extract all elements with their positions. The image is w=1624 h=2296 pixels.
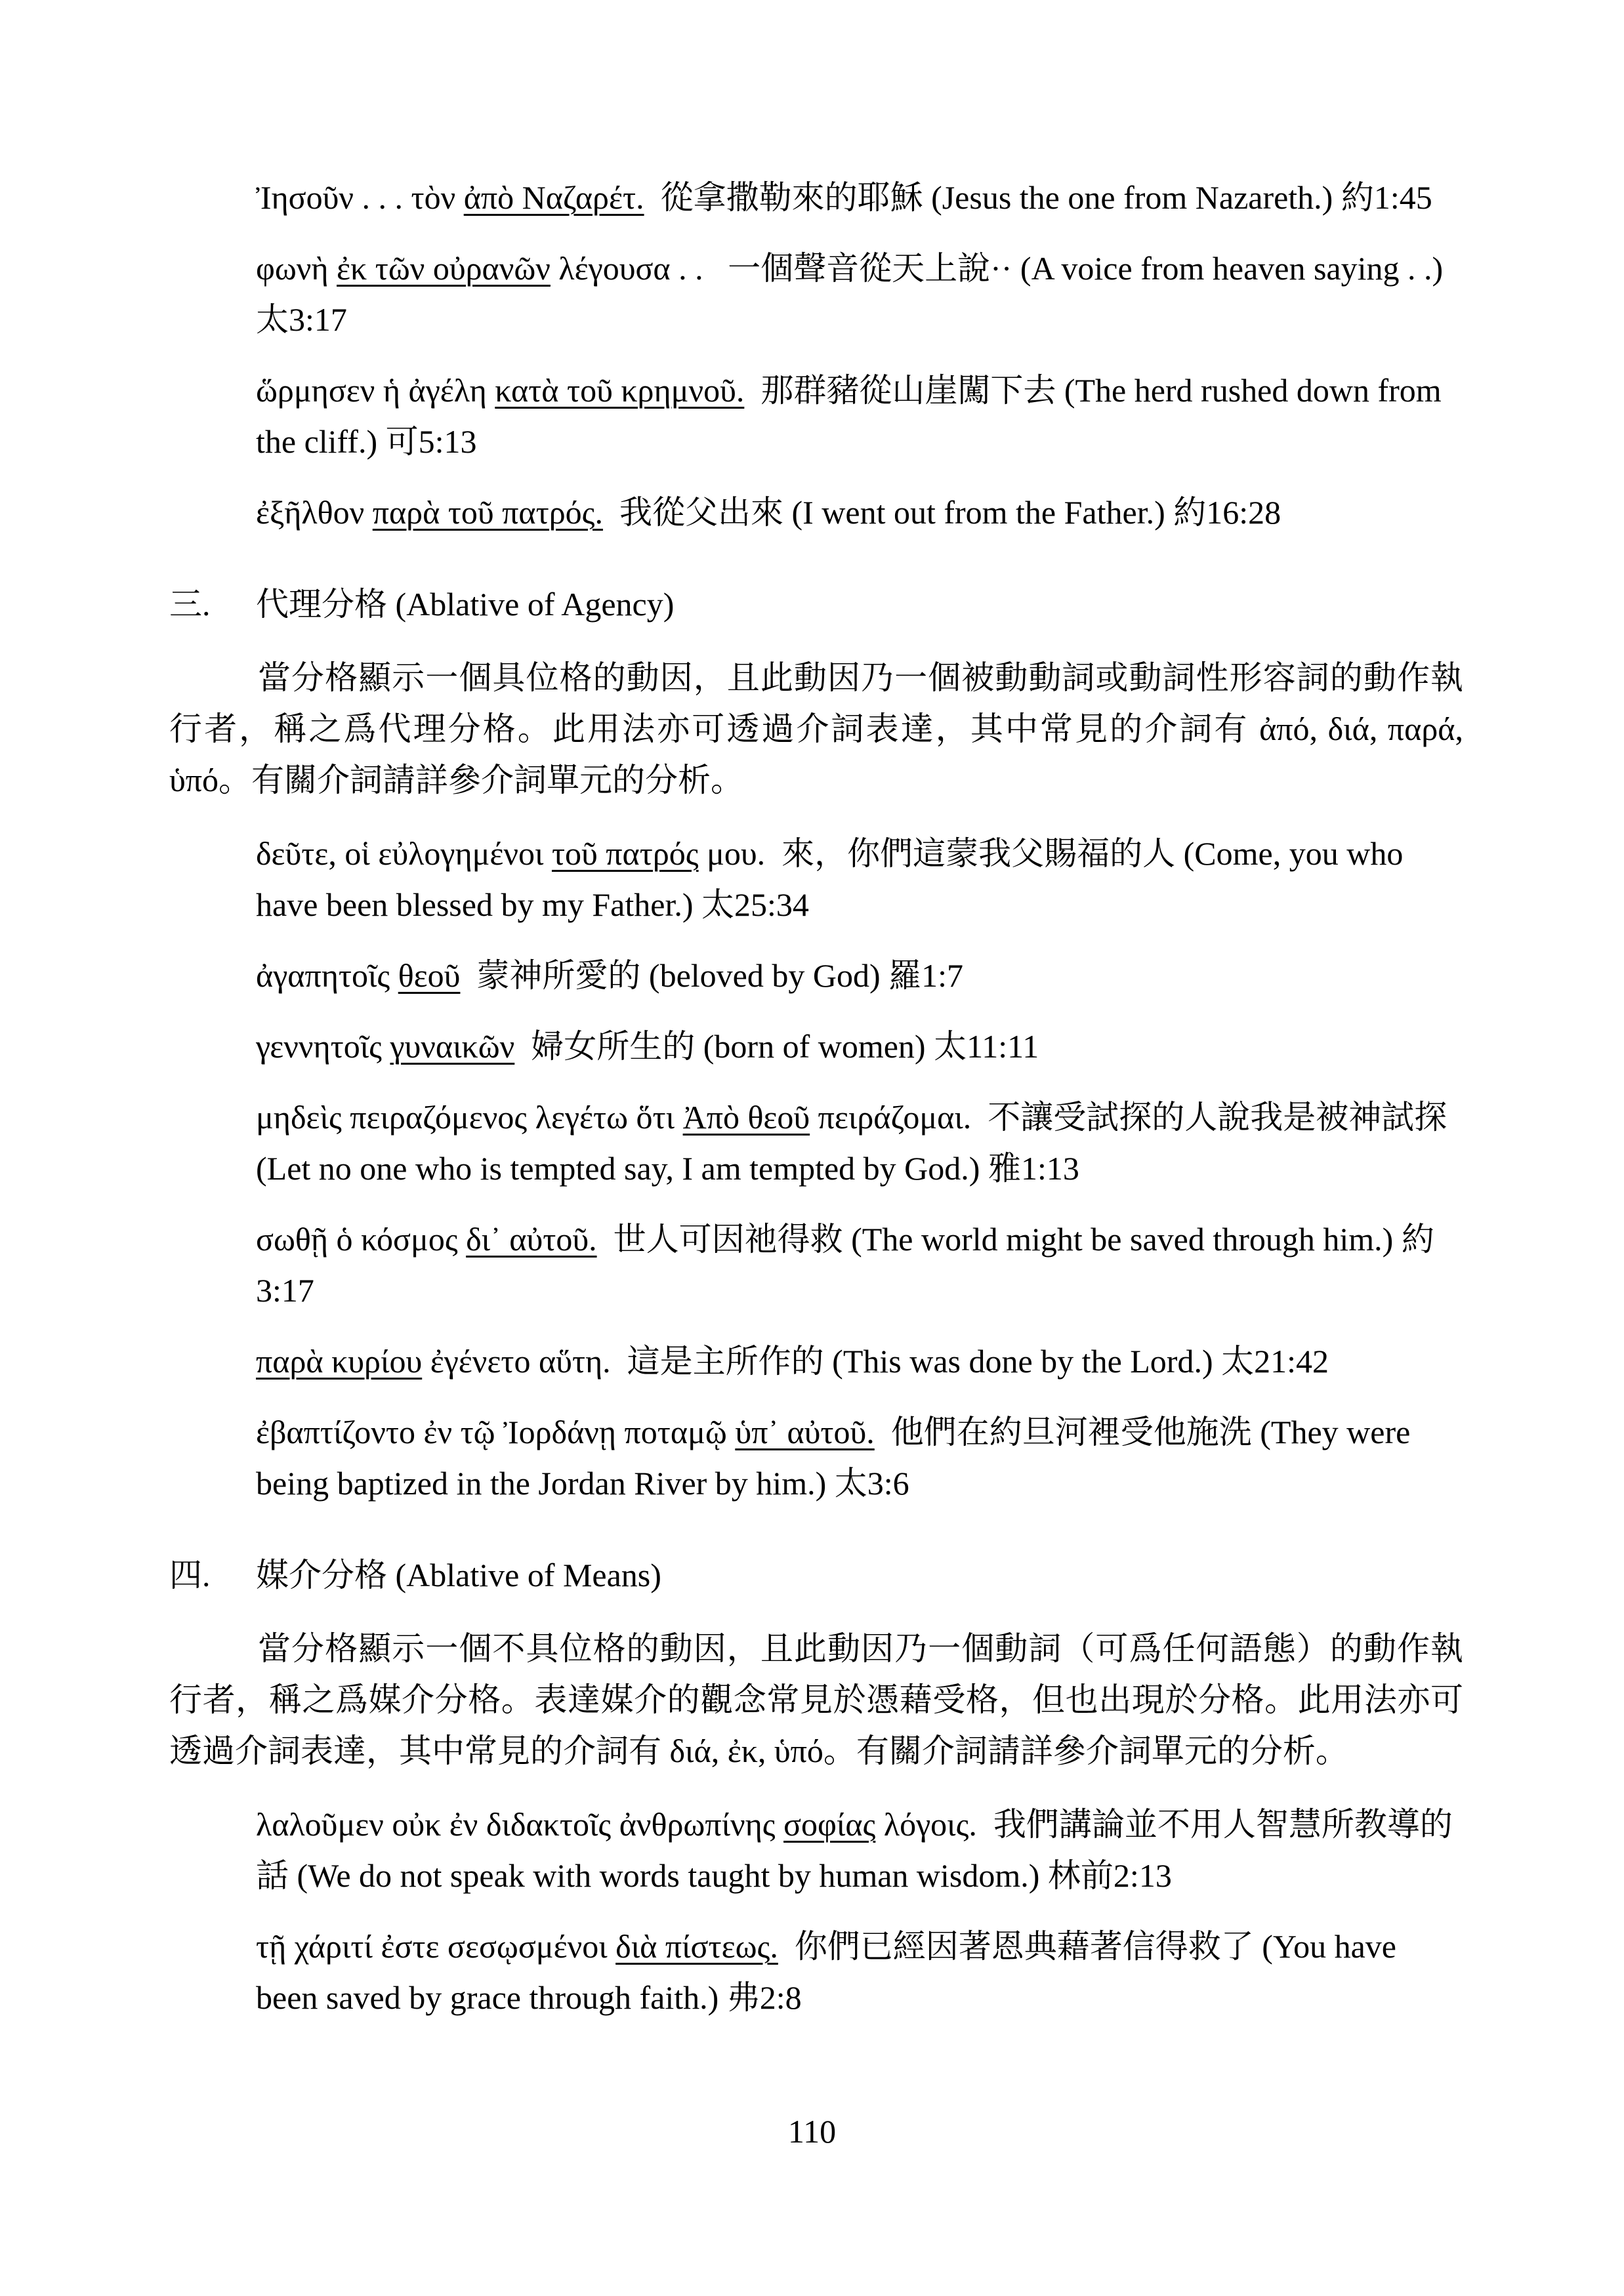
example-text: λαλοῦμεν οὐκ ἐν διδακτοῖς ἀνθρωπίνης bbox=[256, 1806, 784, 1843]
greek-underlined-phrase: θεοῦ bbox=[398, 957, 461, 994]
body-paragraph: 當分格顯示一個不具位格的動因，且此動因乃一個動詞（可爲任何語態）的動作執行者，稱之爲媒介分格。表達媒介的觀念常見於憑藉受格，但也出現於分格。此用法亦可透過介詞表達，其中常見的介詞有 διά, ἐκ, ὑπό。有關介詞請詳參介詞單元的分析。 bbox=[169, 1630, 1463, 1769]
page-number: 110 bbox=[787, 2113, 837, 2150]
example-text: 那群豬從山崖闖下去 (The herd rushed down from the cliff.) 可5:13 bbox=[256, 372, 1450, 460]
example-text: 婦女所生的 (born of women) 太11:11 bbox=[514, 1028, 1039, 1065]
example-text: δεῦτε, οἱ εὐλογημένοι bbox=[256, 835, 552, 872]
example-text: 我從父出來 (I went out from the Father.) 約16:28 bbox=[602, 494, 1281, 531]
greek-underlined-phrase: παρὰ κυρίου bbox=[256, 1343, 423, 1380]
example-text: 蒙神所愛的 (beloved by God) 羅1:7 bbox=[460, 957, 964, 994]
example-entry bbox=[256, 1921, 1463, 2023]
example-text: 他們在約旦河裡受他施洗 (They were being baptized in the Jordan River by him.) 太3:6 bbox=[256, 1414, 1419, 1502]
example-text: σωθῇ ὁ κόσμος bbox=[256, 1221, 467, 1258]
example-entry bbox=[256, 1021, 1463, 1072]
greek-underlined-phrase: ὑπ᾽ αὐτοῦ. bbox=[735, 1414, 875, 1450]
greek-underlined-phrase: γυναικῶν bbox=[390, 1028, 515, 1065]
greek-underlined-phrase: παρὰ τοῦ πατρός. bbox=[372, 494, 603, 531]
example-text: μηδεὶς πειραζόμενος λεγέτω ὅτι bbox=[256, 1099, 683, 1136]
greek-underlined-phrase: ἐκ τῶν οὐρανῶν bbox=[337, 250, 551, 287]
example-entry bbox=[256, 1214, 1463, 1316]
section-title: 媒介分格 (Ablative of Means) bbox=[256, 1557, 661, 1593]
section-heading bbox=[169, 1549, 1463, 1601]
greek-underlined-phrase: δι᾽ αὐτοῦ. bbox=[466, 1221, 597, 1258]
example-text: ἀγαπητοῖς bbox=[256, 957, 398, 994]
example-text: γεννητοῖς bbox=[256, 1028, 390, 1065]
example-text: 世人可因祂得救 (The world might be saved through him.) 約3:17 bbox=[256, 1221, 1434, 1309]
section-title: 代理分格 (Ablative of Agency) bbox=[256, 586, 675, 623]
example-text: λόγοις. 我們講論並不用人智慧所教導的話 (We do not speak with words taught by human wisdom.) 林前2:13 bbox=[256, 1806, 1453, 1894]
greek-underlined-phrase: Ἀπὸ θεοῦ bbox=[682, 1099, 810, 1136]
example-text: ἐγένετο αὕτη. 這是主所作的 (This was done by the Lord.) 太21:42 bbox=[422, 1343, 1329, 1380]
greek-underlined-phrase: κατὰ τοῦ κρημνοῦ. bbox=[495, 372, 745, 409]
example-text: 你們已經因著恩典藉著信得救了 (You have been saved by grace through faith.) 弗2:8 bbox=[256, 1928, 1405, 2016]
example-entry bbox=[256, 172, 1463, 223]
greek-underlined-phrase: τοῦ πατρός bbox=[551, 835, 699, 872]
example-entry bbox=[256, 1092, 1463, 1194]
example-entry bbox=[256, 1336, 1463, 1387]
example-text: ἐβαπτίζοντο ἐν τῷ Ἰορδάνῃ ποταμῷ bbox=[256, 1414, 736, 1450]
example-text: μου. 來，你們這蒙我父賜福的人 (Come, you who have been blessed by my Father.) 太25:34 bbox=[256, 835, 1411, 923]
example-text: φωνὴ bbox=[256, 250, 337, 287]
example-entry bbox=[256, 950, 1463, 1001]
example-text: ἐξῆλθον bbox=[256, 494, 373, 531]
greek-underlined-phrase: ἀπὸ Ναζαρέτ. bbox=[463, 179, 644, 216]
example-entry bbox=[256, 365, 1463, 467]
greek-underlined-phrase: διὰ πίστεως. bbox=[615, 1928, 778, 1965]
example-text: πειράζομαι. 不讓受試探的人說我是被神試探 (Let no one who is tempted say, I am tempted by God.) 雅1:13 bbox=[256, 1099, 1455, 1187]
section-number: 三. bbox=[169, 586, 211, 623]
example-entry bbox=[256, 1799, 1463, 1901]
example-entry bbox=[256, 1406, 1463, 1509]
example-text: ὥρμησεν ἡ ἀγέλη bbox=[256, 372, 495, 409]
body-paragraph: 當分格顯示一個具位格的動因，且此動因乃一個被動動詞或動詞性形容詞的動作執行者，稱之爲代理分格。此用法亦可透過介詞表達，其中常見的介詞有 ἀπό, διά, παρά, ὑπό。有關介詞請詳參介詞單元的分析。 bbox=[169, 659, 1463, 798]
section-heading bbox=[169, 579, 1463, 630]
section-number: 四. bbox=[169, 1557, 211, 1593]
example-entry bbox=[256, 828, 1463, 930]
greek-underlined-phrase: σοφίας bbox=[783, 1806, 876, 1843]
example-text: 從拿撒勒來的耶穌 (Jesus the one from Nazareth.) 約1:45 bbox=[644, 179, 1432, 216]
example-text: Ἰησοῦν . . . τὸν bbox=[256, 179, 464, 216]
example-text: τῇ χάριτί ἐστε σεσῳσμένοι bbox=[256, 1928, 616, 1965]
example-entry bbox=[256, 243, 1463, 345]
example-entry bbox=[256, 487, 1463, 538]
example-text: λέγουσα . . 一個聲音從天上說·· (A voice from heaven saying . .) 太3:17 bbox=[256, 250, 1451, 338]
